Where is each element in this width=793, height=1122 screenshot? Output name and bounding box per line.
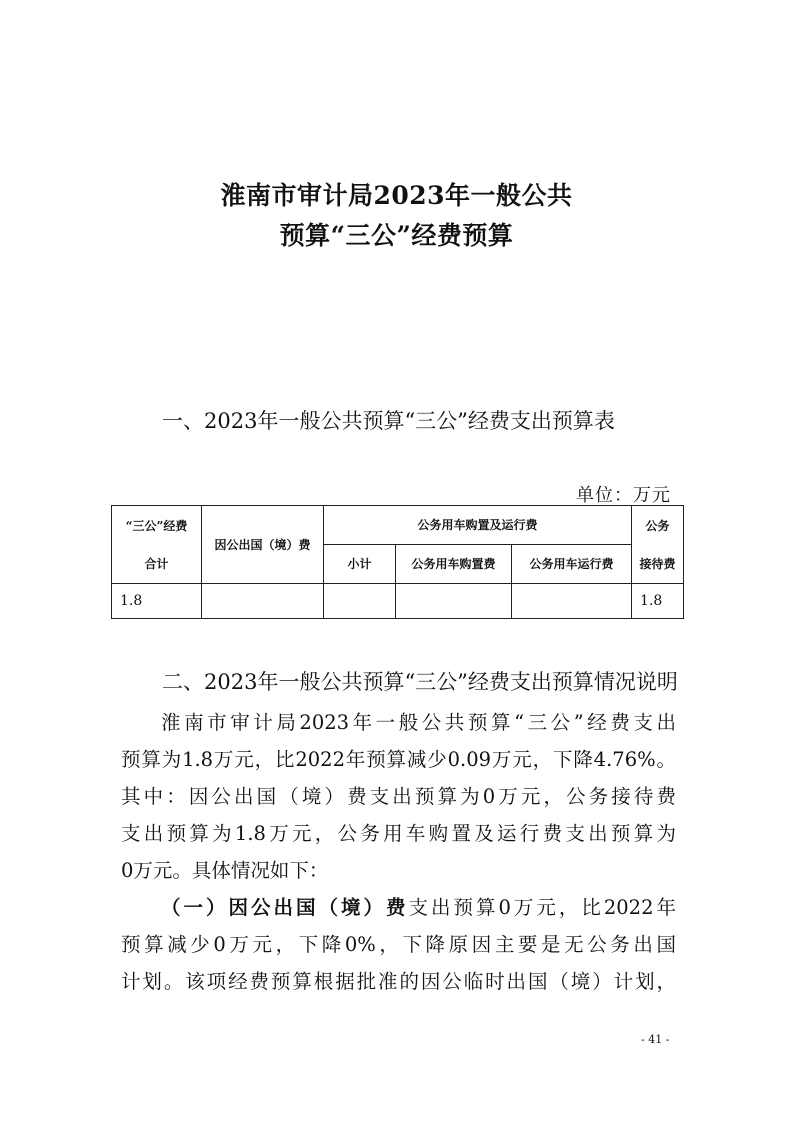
header-total [112,506,202,584]
subheading-abroad: （一）因公出国（境）费 [161,896,409,919]
document-title-line1: 淮南市审计局2023年一般公共 [220,181,573,210]
paragraph-line: 0万元。具体情况如下： [121,859,329,882]
three-public-expenses-table [111,505,684,619]
header-vehicle-operation: 公务用车运行费 [512,545,632,584]
value-vehicle-operation [512,584,632,619]
paragraph-summary [121,704,676,889]
header-total-line1: “三公”经费 [125,518,188,533]
header-vehicle-group: 公务用车购置及运行费 [324,506,632,545]
header-abroad: 因公出国（境）费 [202,506,324,584]
paragraph-line: 预算减少0万元，下降0%，下降原因主要是无公务出国 [121,933,676,956]
section2-heading: 二、2023年一般公共预算“三公”经费支出预算情况说明 [162,670,678,694]
table-row [112,584,684,619]
value-vehicle-purchase [396,584,512,619]
value-total: 1.8 [112,584,202,619]
value-abroad [202,584,324,619]
paragraph-line: 支出预算为1.8万元，公务用车购置及运行费支出预算为 [121,822,676,845]
paragraph-line: 预算为1.8万元，比2022年预算减少0.09万元，下降4.76%。 [121,748,676,771]
header-vehicle-purchase: 公务用车购置费 [396,545,512,584]
table-header-row-1 [112,506,684,545]
paragraph-line: 其中：因公出国（境）费支出预算为0万元，公务接待费 [121,785,676,808]
value-reception: 1.8 [632,584,684,619]
unit-label: 单位：万元 [576,485,671,506]
header-total-line2: 合计 [144,556,169,571]
header-reception-line1: 公务 [645,518,670,533]
paragraph-line: 计划。该项经费预算根据批准的因公临时出国（境）计划， [121,970,676,993]
paragraph-abroad [121,889,676,1000]
header-vehicle-subtotal: 小计 [324,545,396,584]
paragraph-line-rest: 支出预算0万元，比2022年 [408,896,676,919]
section1-heading: 一、2023年一般公共预算“三公”经费支出预算表 [162,409,615,433]
paragraph-line [121,889,676,926]
value-vehicle-subtotal [324,584,396,619]
page-number: - 41 - [641,1033,670,1046]
document-title-line2: 预算“三公”经费预算 [279,221,514,250]
header-reception-line2: 接待费 [639,556,676,571]
header-reception [632,506,684,584]
paragraph-line: 淮南市审计局2023年一般公共预算“三公”经费支出 [161,711,676,734]
